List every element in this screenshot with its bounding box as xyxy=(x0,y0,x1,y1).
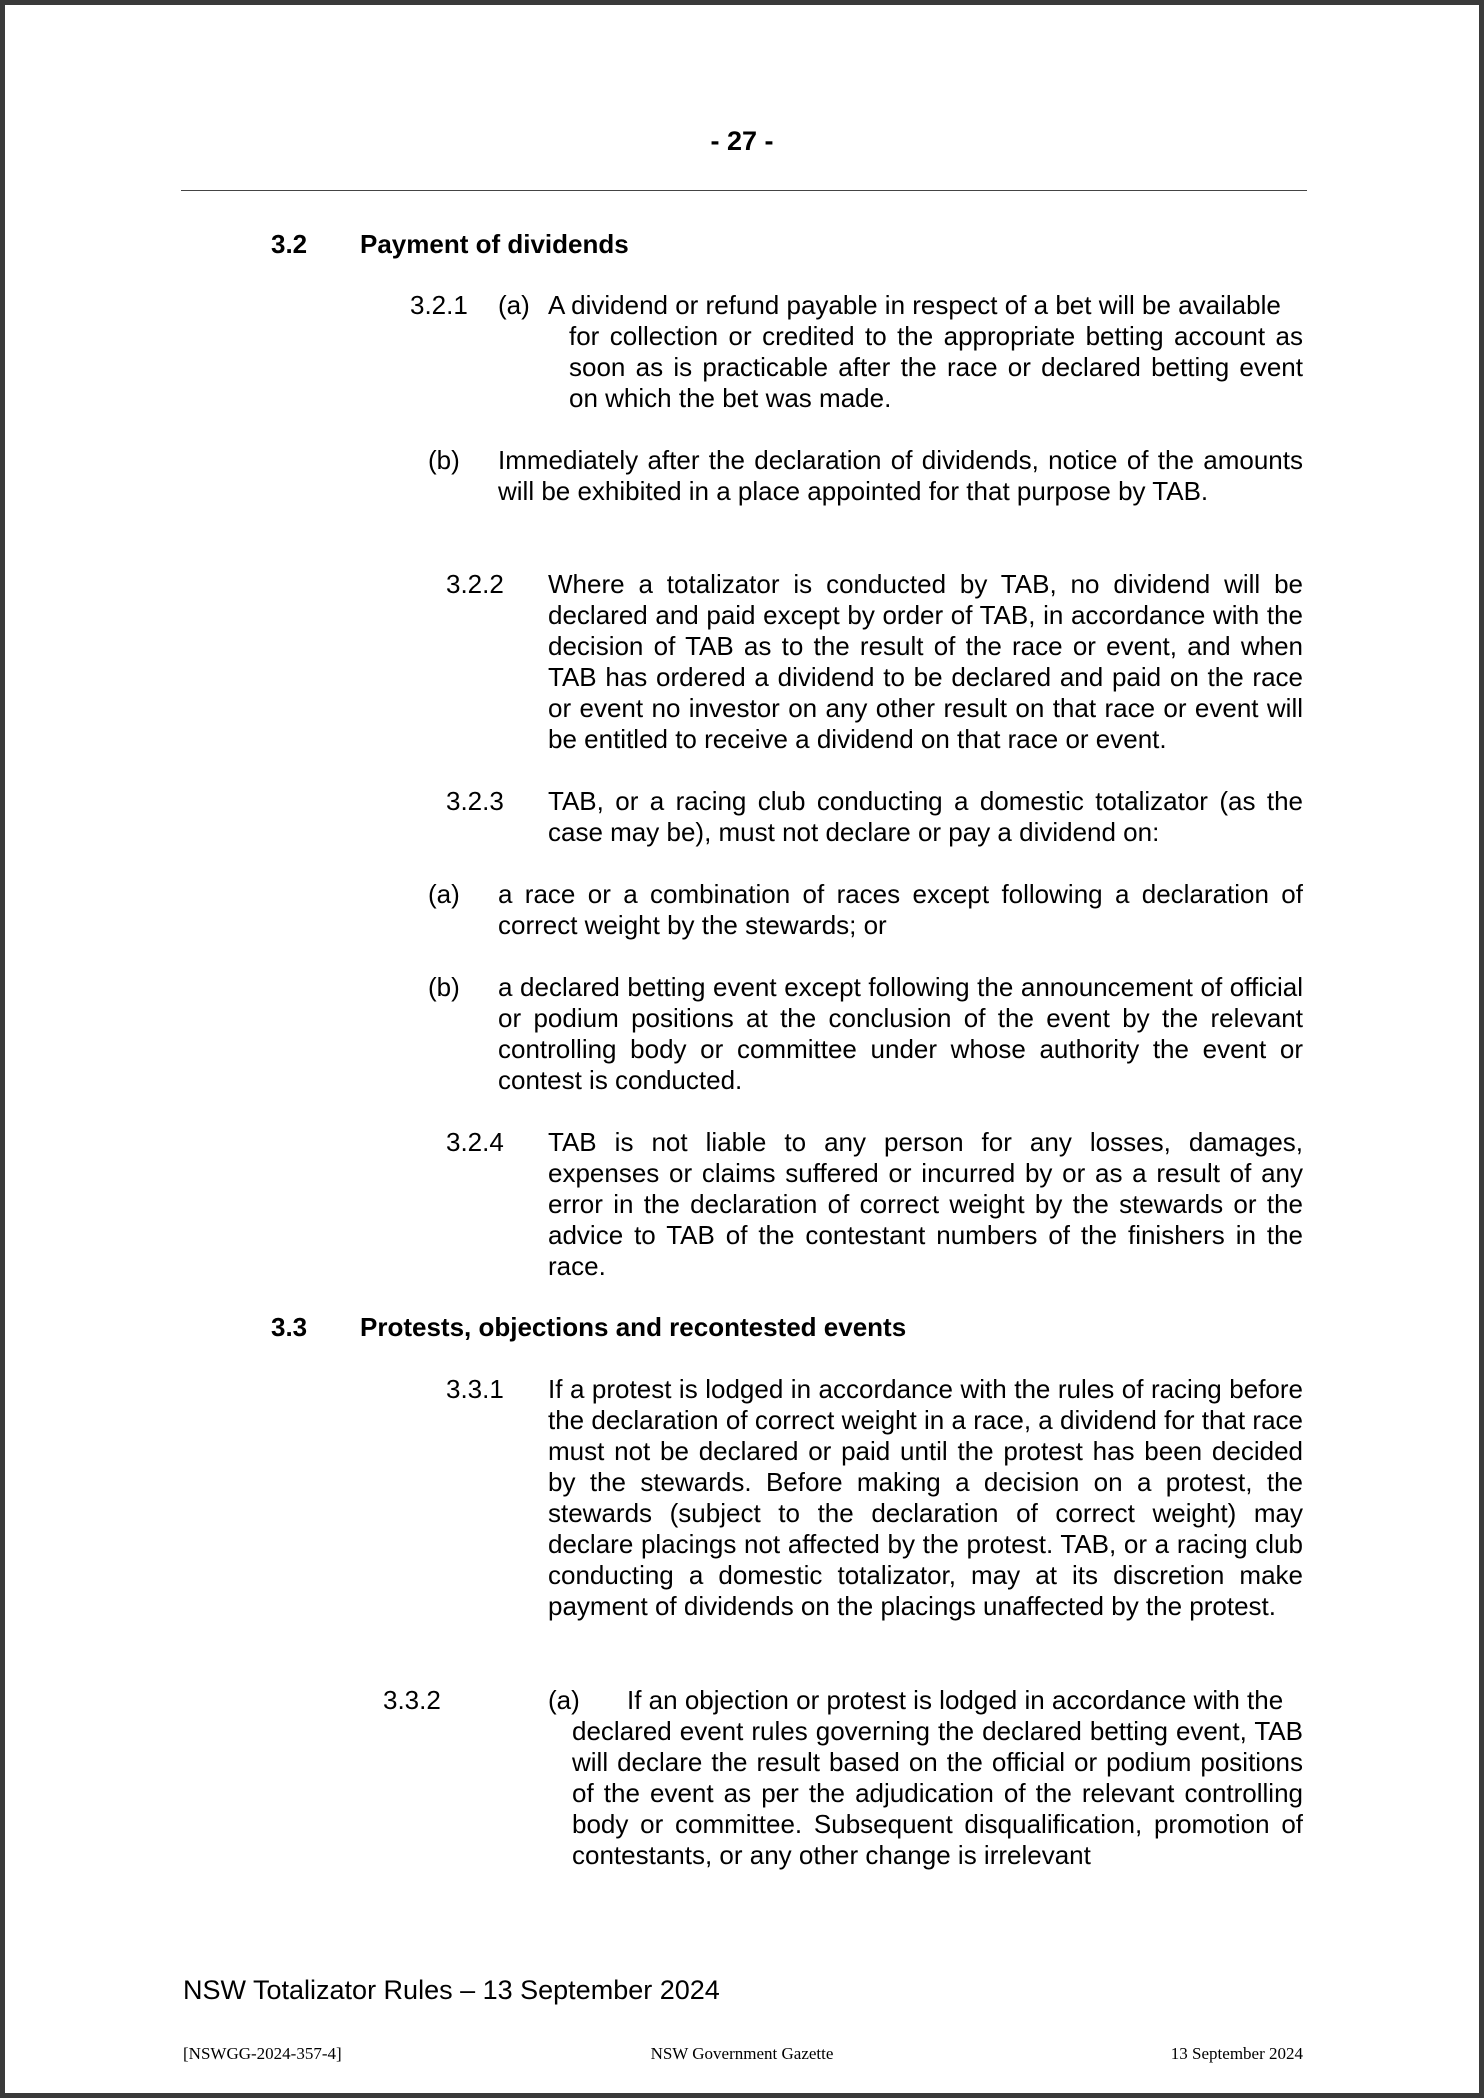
clause-number-3-2-2: 3.2.2 xyxy=(446,569,504,599)
section-title-3-3: Protests, objections and recontested events xyxy=(360,1312,907,1342)
clause-number-3-3-1: 3.3.1 xyxy=(446,1374,504,1404)
clause-3-2-3-a-text: a race or a combination of races except following a declaration of correct weight by the stewards; or xyxy=(498,879,1303,940)
document-page xyxy=(5,5,1479,2093)
clause-3-3-2-a-text: declared event rules governing the declared betting event, TAB will declare the result based on the official or podium positions of the event as per the adjudication of the relevant controlling body or committee. Subsequent disqualification, promotion of contestants, or any other change is irrelevant xyxy=(572,1716,1303,1870)
clause-3-2-3-a-label: (a) xyxy=(428,879,460,909)
clause-3-3-2-a-first-line: If an objection or protest is lodged in accordance with the xyxy=(627,1685,1284,1715)
clause-3-3-2-a-label: (a) xyxy=(548,1685,580,1715)
gazette-name: NSW Government Gazette xyxy=(650,2044,834,2063)
clause-3-2-1-a-first-line: A dividend or refund payable in respect of a bet will be available xyxy=(548,290,1281,320)
gazette-reference: [NSWGG-2024-357-4] xyxy=(183,2044,342,2063)
footer-title: NSW Totalizator Rules – 13 September 2024 xyxy=(183,1975,720,2005)
clause-number-3-3-2: 3.3.2 xyxy=(383,1685,441,1715)
section-title-3-2: Payment of dividends xyxy=(360,229,629,259)
clause-3-2-1-a-text: for collection or credited to the appropriate betting account as soon as is practicable after the race or declared betting event on which the bet was made. xyxy=(569,321,1303,413)
clause-3-2-1-b-label: (b) xyxy=(428,445,460,475)
clause-3-2-1-b-text: Immediately after the declaration of dividends, notice of the amounts will be exhibited in a place appointed for that purpose by TAB. xyxy=(498,445,1303,506)
clause-3-2-2-text: Where a totalizator is conducted by TAB, no dividend will be declared and paid except by order of TAB, in accordance with the decision of TAB as to the result of the race or event, and when TAB has ordered a dividend to be declared and paid on the race or event no investor on any other result on that race or event will be entitled to receive a dividend on that race or event. xyxy=(548,569,1303,754)
clause-3-3-1-text: If a protest is lodged in accordance with the rules of racing before the declaration of correct weight in a race, a dividend for that race must not be declared or paid until the protest has been decided by the stewards. Before making a decision on a protest, the stewards (subject to the declaration of correct weight) may declare placings not affected by the protest. TAB, or a racing club conducting a domestic totalizator, may at its discretion make payment of dividends on the placings unaffected by the protest. xyxy=(548,1374,1303,1621)
gazette-date: 13 September 2024 xyxy=(1170,2044,1303,2063)
clause-number-3-2-1: 3.2.1 xyxy=(410,290,468,320)
clause-number-3-2-4: 3.2.4 xyxy=(446,1127,504,1157)
clause-3-2-4-text: TAB is not liable to any person for any losses, damages, expenses or claims suffered or incurred by or as a result of any error in the declaration of correct weight by the stewards or the advice to TAB of the contestant numbers of the finishers in the race. xyxy=(548,1127,1303,1281)
clause-3-2-3-text: TAB, or a racing club conducting a domestic totalizator (as the case may be), must not declare or pay a dividend on: xyxy=(548,786,1303,847)
clause-3-2-3-b-label: (b) xyxy=(428,972,460,1002)
section-number-3-2: 3.2 xyxy=(271,229,308,259)
header-divider xyxy=(181,190,1307,191)
clause-3-2-3-b-text: a declared betting event except following the announcement of official or podium positions at the conclusion of the event by the relevant controlling body or committee under whose authority the event or contest is conducted. xyxy=(498,972,1303,1095)
clause-number-3-2-3: 3.2.3 xyxy=(446,786,504,816)
clause-3-2-1-a-label: (a) xyxy=(498,290,530,320)
page-number: - 27 - xyxy=(710,126,774,156)
section-number-3-3: 3.3 xyxy=(271,1312,308,1342)
